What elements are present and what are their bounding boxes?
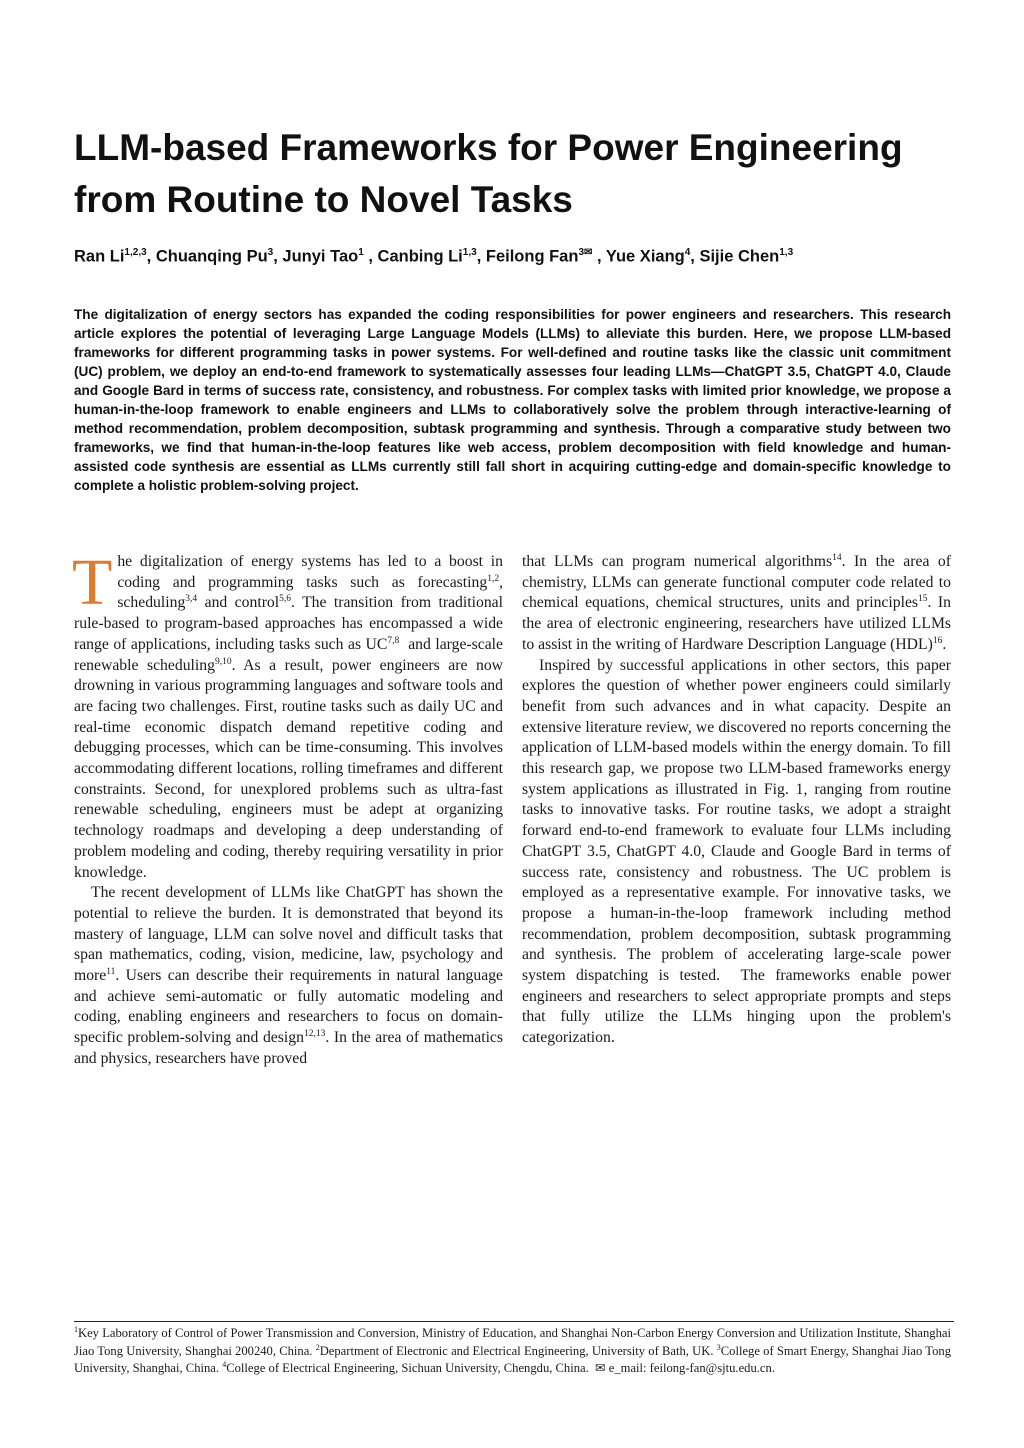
author-name: Ran Li [74,247,125,266]
citation-superscript: 3,4 [185,594,198,605]
citation-superscript: 12,13 [303,1028,326,1039]
author-affiliation-sup: 1,3 [779,247,794,258]
citation-superscript: 4 [222,1359,227,1369]
citation-superscript: 14 [832,552,842,563]
abstract: The digitalization of energy sectors has expanded the coding responsibilities for power engineers and researchers. This research article explores the potential of leveraging Large Language Models (LLMs) to alleviate this burden. Here, we propose LLM-based frameworks for different programming tasks in power systems. For well-defined and routine tasks like the classic unit commitment (UC) problem, we deploy an end-to-end framework to systematically assesses four leading LLMs—ChatGPT 3.5, ChatGPT 4.0, Claude and Google Bard in terms of success rate, consistency, and robustness. For complex tasks with limited prior knowledge, we propose a human-in-the-loop framework to enable engineers and LLMs to collaboratively solve the problem through interactive-learning of method recommendation, problem decomposition, subtask programming and synthesis. Through a comparative study between two frameworks, we find that human-in-the-loop features like web access, problem decomposition with field knowledge and human-assisted code synthesis are essential as LLMs currently still fall short in acquiring cutting-edge and domain-specific knowledge to complete a holistic problem-solving project. [74,307,951,493]
author-affiliation-sup: 1,2,3 [124,247,147,258]
paragraph-text: he digitalization of energy systems has led to a boost in coding and programming tasks such as forecasting$^{1,2}$, scheduling$^{3,4}$ and control$^{5,6}$. The transition from traditional rule-based to program-based approaches has encompassed a wide range of applications, including tasks such as UC$^{7,8}$ and large-scale renewable scheduling$^{9,10}$. As a result, power engineers are now drowning in various programming languages and software tools and are facing two challenges. First, routine tasks such as daily UC and real-time economic dispatch demand repetitive coding and debugging processes, which can be time-consuming. This involves accommodating different locations, rolling timeframes and different constraints. Second, for unexplored problems such as ultra-fast renewable scheduling, engineers must be adept at organizing technology roadmaps and developing a deep understanding of problem modeling and coding, thereby requiring versatility in prior knowledge. [74,553,503,881]
author-name: Junyi Tao [282,247,359,266]
author-affiliation-sup: 1 [358,247,364,258]
affiliations-footnote [74,1325,951,1378]
author-affiliation-sup: 3 [267,247,274,258]
author-affiliation-sup: 1,3 [462,247,477,258]
author-name: Yue Xiang [605,247,685,266]
body-paragraph [522,656,951,1049]
paragraph-text: that LLMs can program numerical algorithms$^{14}$. In the area of chemistry, LLMs can generate functional computer code related to chemical equations, chemical structures, units and principles$^{15}$. In the area of electronic engineering, researchers have utilized LLMs to assist in the writing of Hardware Description Language (HDL)$^{16}$. [522,552,951,653]
paragraph-text: Inspired by successful applications in other sectors, this paper explores the question of whether power engineers could similarly benefit from such advances and in what capacity. Despite an extensive literature review, we discovered no reports concerning the application of LLM-based models within the energy domain. To fill this research gap, we propose two LLM-based frameworks energy system applications as illustrated in Fig. 1, ranging from routine tasks to innovative tasks. For routine tasks, we adopt a straight forward end-to-end framework to evaluate four LLMs including ChatGPT 3.5, ChatGPT 4.0, Claude and Google Bard in terms of success rate, consistency and robustness. The UC problem is employed as a representative example. For innovative tasks, we propose a human-in-the-loop framework including method recommendation, problem decomposition, subtask programming and synthesis. The problem of accelerating large-scale power system dispatching is tested. The frameworks enable power engineers and researchers to select appropriate prompts and steps that fully utilize the LLMs hinging upon the problem's categorization. [522,656,951,1047]
body-column-left [72,546,503,1070]
citation-superscript: 16 [932,635,943,646]
body-paragraph [72,546,503,883]
citation-superscript: 3 [716,1342,721,1352]
author-name: Feilong Fan [485,247,579,266]
citation-superscript: 2 [315,1342,320,1352]
drop-cap: T [72,546,113,619]
author-affiliation-sup: 4 [684,247,691,258]
author-affiliation-sup: 3✉ [578,247,593,258]
paragraph-text: The recent development of LLMs like ChatGPT has shown the potential to relieve the burden. It is demonstrated that beyond its mastery of language, LLM can solve novel and difficult tasks that span mathematics, coding, vision, medicine, law, psychology and more$^{11}$. Users can describe their requirements in natural language and achieve semi-automatic or fully automatic modeling and coding, enabling engineers and researchers to focus on domain-specific problem-solving and design$^{12,13}$. In the area of mathematics and physics, researchers have proved [74,884,503,1067]
author-list: Ran Li$^{1,2,3}$, Chuanqing Pu$^3$, Junyi Tao$^1$ , Canbing Li$^{1,3}$, Feilong Fan$^{3✉}$ , Yue Xiang$^4$, Sijie Chen$^{1,3}$ [74,247,794,266]
citation-superscript: 7,8 [387,635,400,646]
body-paragraph [522,552,951,656]
footnote-text: $^1$Key Laboratory of Control of Power Transmission and Conversion, Ministry of Education, and Shanghai Non-Carbon Energy Conversion and Utilization Institute, Shanghai Jiao Tong University, Shanghai 200240, China. $^2$Department of Electronic and Electrical Engineering, University of Bath, UK. $^3$College of Smart Energy, Shanghai Jiao Tong University, Shanghai, China. $^4$College of Electrical Engineering, Sichuan University, Chengdu, China. ✉ e_mail: feilong-fan@sjtu.edu.cn. [74,1324,951,1375]
citation-superscript: 1,2 [487,573,500,584]
author-name: Chuanqing Pu [155,247,268,266]
author-name: Sijie Chen [699,247,780,266]
citation-superscript: 9,10 [214,656,232,667]
citation-superscript: 5,6 [279,594,291,605]
citation-superscript: 1 [74,1324,78,1334]
body-column-right [522,552,951,1049]
author-name: Canbing Li [377,247,463,266]
citation-superscript: 15 [918,594,928,605]
citation-superscript: 11 [106,966,116,977]
paper-title: LLM-based Frameworks for Power Engineering from Routine to Novel Tasks [74,127,903,220]
body-paragraph [74,883,503,1069]
footnote-divider [74,1321,954,1322]
